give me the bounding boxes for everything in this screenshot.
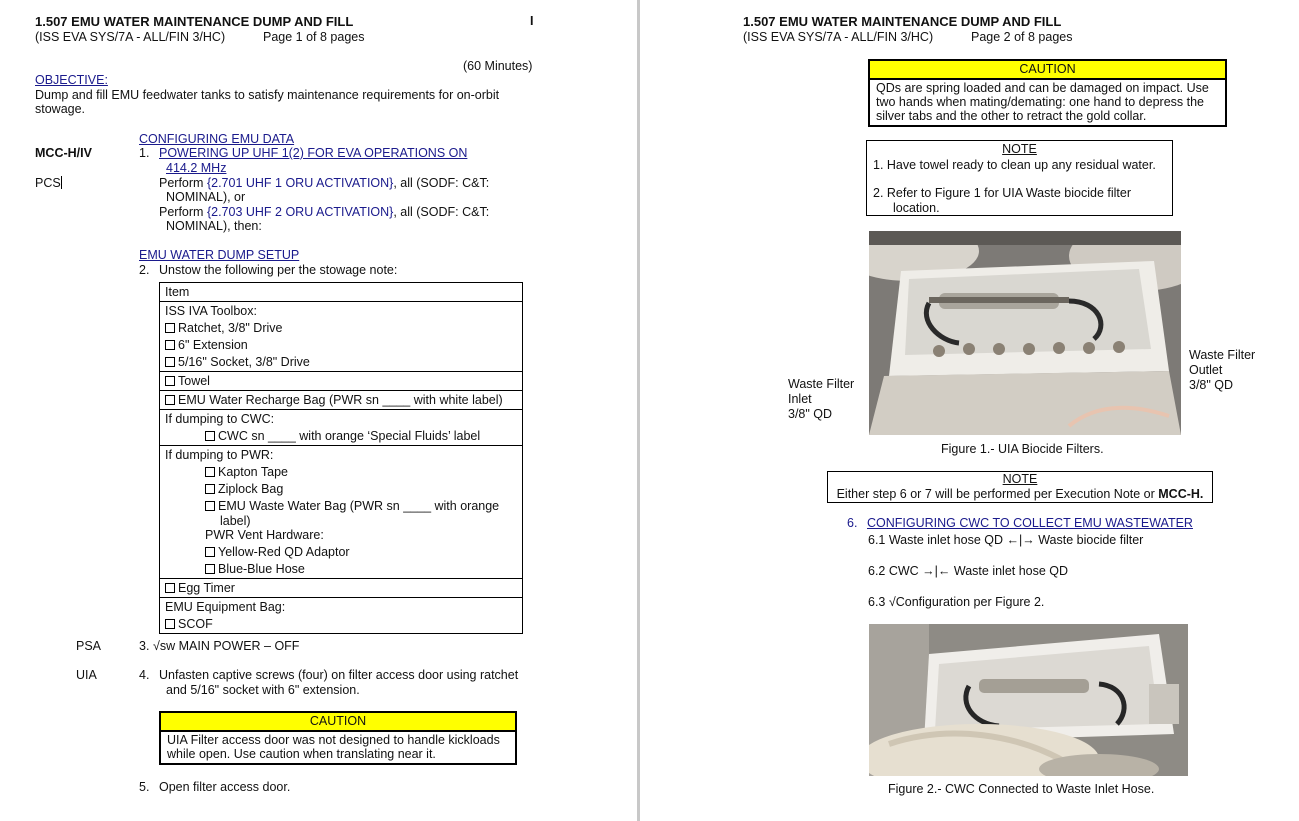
checkbox[interactable] — [165, 323, 175, 333]
photo-illustration — [869, 624, 1188, 776]
procedure-link-uhf2[interactable]: {2.703 UHF 2 ORU ACTIVATION} — [206, 205, 394, 219]
objective-text-line2: stowage. — [35, 102, 86, 116]
note-item: 1. Have towel ready to clean up any residual water. — [873, 158, 1156, 172]
list-item: Yellow-Red QD Adaptor — [165, 544, 522, 561]
caution-text: UIA Filter access door was not designed to handle kickloads while open. Use caution when translating near it. — [167, 733, 500, 761]
step1-perform2: Perform {2.703 UHF 2 ORU ACTIVATION}, all (SODF: C&T: — [159, 205, 490, 219]
change-bar-mark: I — [530, 14, 534, 28]
checkbox[interactable] — [205, 484, 215, 494]
step1-title-line2: 414.2 MHz — [166, 161, 227, 175]
caution-heading: CAUTION — [161, 713, 515, 732]
list-item: SCOF — [165, 616, 522, 633]
list-item: CWC sn ____ with orange ‘Special Fluids’ label — [165, 428, 522, 445]
step1-perform1: Perform {2.701 UHF 1 ORU ACTIVATION}, all (SODF: C&T: — [159, 176, 490, 190]
checkbox[interactable] — [205, 467, 215, 477]
step1-title-line1: POWERING UP UHF 1(2) FOR EVA OPERATIONS ON — [159, 146, 468, 160]
page-title: 1.507 EMU WATER MAINTENANCE DUMP AND FILL — [743, 14, 1062, 29]
caution-heading: CAUTION — [870, 61, 1225, 80]
figure1-callout-inlet: Waste Filter Inlet 3/8" QD — [788, 377, 855, 421]
step-number: 4. — [139, 668, 150, 682]
photo-illustration — [869, 231, 1181, 435]
note-box — [827, 471, 1213, 503]
step5-text: Open filter access door. — [159, 780, 291, 794]
location-label-pcs: PCS — [35, 176, 61, 190]
table-group-cwc — [160, 410, 522, 446]
figure1-callout-outlet: Waste Filter Outlet 3/8" QD — [1189, 348, 1256, 392]
table-group-equipment — [160, 598, 522, 633]
step-number: 6. — [847, 516, 858, 530]
note-item: 2. Refer to Figure 1 for UIA Waste biocide filter — [873, 186, 1131, 200]
substep-6-1: 6.1 Waste inlet hose QD ←|→ Waste biocide filter — [868, 533, 1144, 547]
step3-text: √sw MAIN POWER – OFF — [153, 639, 300, 653]
section-heading-configuring-emu-data: CONFIGURING EMU DATA — [139, 132, 295, 146]
location-label-psa: PSA — [76, 639, 102, 653]
list-item: Ratchet, 3/8" Drive — [165, 320, 522, 337]
list-item: Kapton Tape — [165, 464, 522, 481]
table-row: Egg Timer — [160, 579, 522, 598]
table-group-toolbox — [160, 302, 522, 372]
uia-biocide-filters-photo — [869, 231, 1181, 435]
checkbox[interactable] — [205, 547, 215, 557]
substep-6-3: 6.3 √Configuration per Figure 2. — [868, 595, 1045, 609]
section-heading-water-dump-setup: EMU WATER DUMP SETUP — [139, 248, 300, 262]
list-item: 5/16" Socket, 3/8" Drive — [165, 354, 522, 371]
page-subtitle: (ISS EVA SYS/7A - ALL/FIN 3/HC) — [35, 30, 226, 44]
step1-perform2-cont: NOMINAL), then: — [166, 219, 262, 233]
step2-text: Unstow the following per the stowage note: — [159, 263, 398, 277]
checkbox[interactable] — [205, 431, 215, 441]
procedure-page-2 — [640, 0, 1299, 821]
procedure-page-1 — [0, 0, 637, 821]
page-subtitle: (ISS EVA SYS/7A - ALL/FIN 3/HC) — [743, 30, 934, 44]
list-item: Ziplock Bag — [165, 481, 522, 498]
list-item-cont: label) — [220, 514, 251, 528]
step-number: 1. — [139, 146, 150, 160]
substep-6-2: 6.2 CWC →|← Waste inlet hose QD — [868, 564, 1069, 578]
list-item: ISS IVA Toolbox: — [165, 304, 257, 318]
page-number: Page 1 of 8 pages — [263, 30, 365, 44]
checkbox[interactable] — [165, 583, 175, 593]
checkbox[interactable] — [205, 564, 215, 574]
note-box — [866, 140, 1173, 216]
location-label-mcc: MCC-H/IV — [35, 146, 92, 160]
objective-text-line1: Dump and fill EMU feedwater tanks to satisfy maintenance requirements for on-orbit — [35, 88, 500, 102]
checkbox[interactable] — [165, 395, 175, 405]
note-text: Either step 6 or 7 will be performed per Execution Note or MCC-H. — [836, 487, 1204, 501]
list-item: EMU Waste Water Bag (PWR sn ____ with orange — [165, 498, 522, 515]
checkbox[interactable] — [165, 357, 175, 367]
list-item: EMU Equipment Bag: — [165, 600, 286, 614]
duration-label: (60 Minutes) — [463, 59, 533, 73]
stowage-table — [159, 282, 523, 634]
page-title: 1.507 EMU WATER MAINTENANCE DUMP AND FILL — [35, 14, 354, 29]
table-row: Towel — [160, 372, 522, 391]
figure1-caption: Figure 1.- UIA Biocide Filters. — [941, 442, 1104, 456]
step4-text-line1: Unfasten captive screws (four) on filter access door using ratchet — [159, 668, 519, 682]
caution-box — [868, 59, 1227, 127]
page-number: Page 2 of 8 pages — [971, 30, 1073, 44]
table-row: EMU Water Recharge Bag (PWR sn ____ with white label) — [160, 391, 522, 410]
procedure-link-uhf1[interactable]: {2.701 UHF 1 ORU ACTIVATION} — [206, 176, 394, 190]
cwc-connected-photo — [869, 624, 1188, 776]
step1-perform1-cont: NOMINAL), or — [166, 190, 246, 204]
figure2-caption: Figure 2.- CWC Connected to Waste Inlet Hose. — [888, 782, 1155, 796]
checkbox[interactable] — [165, 376, 175, 386]
table-header: Item — [160, 283, 522, 302]
note-heading: NOTE — [1002, 472, 1038, 486]
table-group-pwr — [160, 446, 522, 579]
objective-heading: OBJECTIVE: — [35, 73, 108, 87]
step-number: 2. — [139, 263, 150, 277]
list-item: PWR Vent Hardware: — [205, 528, 324, 542]
checkbox[interactable] — [205, 501, 215, 511]
step-number: 3. — [139, 639, 150, 653]
step4-text-line2: and 5/16" socket with 6" extension. — [166, 683, 360, 697]
note-heading: NOTE — [1002, 142, 1037, 156]
list-item: If dumping to PWR: — [165, 448, 274, 462]
list-item: Blue-Blue Hose — [165, 561, 522, 578]
caution-box — [159, 711, 517, 765]
step6-heading: CONFIGURING CWC TO COLLECT EMU WASTEWATER — [867, 516, 1193, 530]
checkbox[interactable] — [165, 340, 175, 350]
note-item-cont: location. — [893, 201, 940, 215]
checkbox[interactable] — [165, 619, 175, 629]
step-number: 5. — [139, 780, 150, 794]
location-label-uia: UIA — [76, 668, 97, 682]
list-item: If dumping to CWC: — [165, 412, 275, 426]
caution-text: QDs are spring loaded and can be damaged on impact. Use two hands when mating/demating: one hand to depress the silver tabs and the other to retract the gold collar. — [876, 81, 1209, 123]
list-item: 6" Extension — [165, 337, 522, 354]
